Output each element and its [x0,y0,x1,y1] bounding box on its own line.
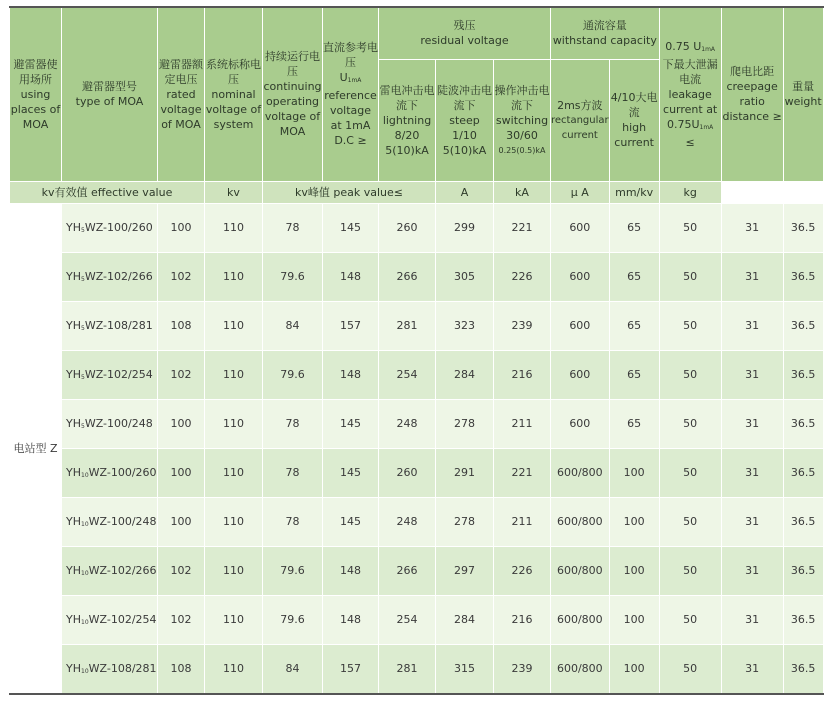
model-subscript: 5 [81,227,85,234]
rated-cell: 108 [158,301,205,350]
dc-cell: 157 [323,644,379,694]
header-withstand-cn: 通流容量 [582,19,627,33]
rect-cell: 600 [551,203,610,252]
rect-cell: 600/800 [551,644,610,694]
cont-cell: 79.6 [263,595,323,644]
spec-table-container [9,6,824,695]
model-cell: $YH_{10}WZ-100/260$ [62,448,158,497]
rect-cell: 600 [551,399,610,448]
header-system-en: nominal voltage of system [205,87,262,131]
model-subscript: 5 [81,374,85,381]
rated-cell: 102 [158,595,205,644]
header-system [205,7,263,181]
high-cell: 65 [609,350,659,399]
dc-cell: 148 [323,350,379,399]
system-cell: 110 [205,546,263,595]
steep-cell: 284 [436,350,494,399]
header-leak-en-wrap [660,87,721,135]
lightning-cell: 254 [379,350,436,399]
leak-cell: 50 [659,203,721,252]
model-cell: $YH_{10}WZ-102/266$ [62,546,158,595]
system-cell: 110 [205,252,263,301]
weight-cell: 36.5 [783,448,823,497]
lightning-cell: 260 [379,448,436,497]
creep-cell: 31 [721,203,783,252]
header-dc-sub: 1mA [347,77,362,85]
switching-cell: 221 [494,203,551,252]
system-cell: 110 [205,350,263,399]
creep-cell: 31 [721,595,783,644]
weight-cell: 36.5 [783,546,823,595]
creep-cell: 31 [721,301,783,350]
dc-cell: 157 [323,301,379,350]
model-subscript: 5 [81,423,85,430]
rated-cell: 100 [158,203,205,252]
steep-cell: 284 [436,595,494,644]
header-cont-cn: 持续运行电压 [265,50,320,79]
header-weight-cn: 重量 [792,80,815,94]
header-leak-top-sub: 1mA [701,45,716,53]
switching-cell: 239 [494,644,551,694]
lightning-cell: 254 [379,595,436,644]
model-cell: $YH_5WZ-100/260$ [62,203,158,252]
model-subscript: 10 [81,619,89,626]
leak-cell: 50 [659,644,721,694]
cont-cell: 78 [263,399,323,448]
model-cell: $YH_{10}WZ-100/248$ [62,497,158,546]
header-dc-en: reference voltage at 1mA D.C ≥ [324,89,377,148]
header-dc-cn: 直流参考电压 [323,41,378,70]
system-cell: 110 [205,301,263,350]
model-subscript: 10 [81,570,89,577]
header-residual-en: residual voltage [420,34,509,48]
unit-ka: kA [494,181,551,203]
rated-cell: 100 [158,497,205,546]
header-leak-ge: ≤ [685,135,695,149]
switching-cell: 221 [494,448,551,497]
header-rated-en: rated voltage of MOA [160,87,202,131]
unit-kv: kv [205,181,263,203]
switching-cell: 226 [494,252,551,301]
system-cell: 110 [205,399,263,448]
table-row [10,497,824,546]
switching-cell: 239 [494,301,551,350]
switching-cell: 211 [494,497,551,546]
header-creep-cn: 爬电比距 [730,65,775,79]
steep-cell: 278 [436,399,494,448]
dc-cell: 145 [323,497,379,546]
lightning-cell: 266 [379,546,436,595]
dc-cell: 145 [323,399,379,448]
moa-spec-table [9,6,824,695]
header-switching [494,59,551,181]
header-place-en: using places of MOA [10,87,61,131]
model-cell: $YH_5WZ-100/248$ [62,399,158,448]
switching-cell: 226 [494,546,551,595]
header-model-en: type of MOA [75,95,144,109]
header-continuing [263,7,323,181]
table-row [10,203,824,252]
system-cell: 110 [205,203,263,252]
units-row [10,181,824,203]
header-leak-en-sub: 1mA [699,123,714,131]
header-switching-en: switching 30/60 [495,113,549,142]
header-switching-en2: 0.25(0.5)kA [498,145,546,155]
creep-cell: 31 [721,644,783,694]
steep-cell: 315 [436,644,494,694]
model-cell: $YH_{10}WZ-102/254$ [62,595,158,644]
header-leak-cn: 下最大泄漏电流 [662,57,718,86]
header-lightning [379,59,436,181]
header-leak-top [660,39,721,57]
header-system-cn: 系统标称电压 [206,57,261,86]
cont-cell: 84 [263,301,323,350]
header-rated [158,7,205,181]
system-cell: 110 [205,595,263,644]
switching-cell: 216 [494,350,551,399]
header-high-en: high current [614,121,654,149]
table-row [10,448,824,497]
cont-cell: 79.6 [263,546,323,595]
header-withstand [551,7,660,59]
rect-cell: 600 [551,350,610,399]
header-creepage [721,7,783,181]
weight-cell: 36.5 [783,301,823,350]
leak-cell: 50 [659,497,721,546]
table-row [10,595,824,644]
lightning-cell: 260 [379,203,436,252]
model-cell: $YH_5WZ-108/281$ [62,301,158,350]
cont-cell: 84 [263,644,323,694]
header-creep-en: creepage ratio distance ≥ [722,80,782,124]
cont-cell: 78 [263,203,323,252]
steep-cell: 299 [436,203,494,252]
steep-cell: 291 [436,448,494,497]
header-dc-symbol [323,70,378,88]
table-body [10,203,824,694]
creep-cell: 31 [721,497,783,546]
switching-cell: 216 [494,595,551,644]
system-cell: 110 [205,644,263,694]
weight-cell: 36.5 [783,644,823,694]
cont-cell: 78 [263,448,323,497]
cont-cell: 78 [263,497,323,546]
header-leak-en: leakage current at 0.75U [663,87,718,131]
lightning-cell: 266 [379,252,436,301]
unit-a: A [436,181,494,203]
leak-cell: 50 [659,301,721,350]
dc-cell: 145 [323,448,379,497]
system-cell: 110 [205,497,263,546]
creep-cell: 31 [721,350,783,399]
cont-cell: 79.6 [263,350,323,399]
high-cell: 65 [609,252,659,301]
leak-cell: 50 [659,350,721,399]
creep-cell: 31 [721,546,783,595]
header-switching-cn: 操作冲击电流下 [494,83,550,112]
high-cell: 100 [609,546,659,595]
header-place [10,7,62,181]
weight-cell: 36.5 [783,497,823,546]
weight-cell: 36.5 [783,595,823,644]
header-dc-sym: U [339,71,348,85]
weight-cell: 36.5 [783,399,823,448]
unit-kg: kg [659,181,721,203]
model-cell: $YH_{10}WZ-108/281$ [62,644,158,694]
high-cell: 65 [609,301,659,350]
rect-cell: 600 [551,252,610,301]
table-row [10,301,824,350]
header-steep [436,59,494,181]
header-dc-reference [323,7,379,181]
header-rect-cn: 2ms方波 [557,98,603,112]
steep-cell: 305 [436,252,494,301]
leak-cell: 50 [659,399,721,448]
dc-cell: 145 [323,203,379,252]
unit-mmkv: mm/kv [609,181,659,203]
creep-cell: 31 [721,252,783,301]
header-residual [379,7,551,59]
header-cont-en: continuing operating voltage of MOA [263,80,322,139]
creep-cell: 31 [721,399,783,448]
rect-cell: 600/800 [551,497,610,546]
header-residual-cn: 残压 [453,19,476,33]
lightning-cell: 248 [379,399,436,448]
header-place-cn: 避雷器使用场所 [13,57,58,86]
model-subscript: 10 [81,668,89,675]
rect-cell: 600 [551,301,610,350]
model-subscript: 10 [81,472,89,479]
system-cell: 110 [205,448,263,497]
leak-cell: 50 [659,448,721,497]
rated-cell: 102 [158,546,205,595]
high-cell: 100 [609,595,659,644]
switching-cell: 211 [494,399,551,448]
header-weight-en: weight [784,95,822,109]
leak-cell: 50 [659,595,721,644]
cont-cell: 79.6 [263,252,323,301]
header-model [62,7,158,181]
high-cell: 65 [609,399,659,448]
high-cell: 100 [609,497,659,546]
header-steep-cn: 陡波冲击电流下 [437,83,492,112]
header-high-cn: 4/10大电流 [610,91,658,119]
leak-cell: 50 [659,252,721,301]
high-cell: 65 [609,203,659,252]
header-model-cn: 避雷器型号 [82,80,137,94]
header-leak-top-text: 0.75 U [665,39,702,53]
dc-cell: 148 [323,595,379,644]
steep-cell: 297 [436,546,494,595]
weight-cell: 36.5 [783,203,823,252]
header-leakage [659,7,721,181]
rect-cell: 600/800 [551,546,610,595]
rect-cell: 600/800 [551,595,610,644]
table-row [10,546,824,595]
unit-ua: μ A [551,181,610,203]
dc-cell: 148 [323,252,379,301]
header-withstand-en: withstand capacity [552,34,657,48]
header-rect-en: rectangular current [551,114,609,141]
header-lightning-en: lightning 8/20 5(10)kA [382,113,432,157]
table-row [10,350,824,399]
table-row [10,252,824,301]
header-lightning-cn: 雷电冲击电流下 [379,83,435,112]
rated-cell: 100 [158,399,205,448]
model-cell: $YH_5WZ-102/254$ [62,350,158,399]
table-row [10,399,824,448]
unit-effective: kv有效值 effective value [10,181,205,203]
model-subscript: 5 [81,276,85,283]
high-cell: 100 [609,644,659,694]
table-header [10,7,824,203]
dc-cell: 148 [323,546,379,595]
rated-cell: 102 [158,350,205,399]
rated-cell: 100 [158,448,205,497]
creep-cell: 31 [721,448,783,497]
high-cell: 100 [609,448,659,497]
weight-cell: 36.5 [783,350,823,399]
steep-cell: 323 [436,301,494,350]
steep-cell: 278 [436,497,494,546]
model-subscript: 10 [81,521,89,528]
rated-cell: 102 [158,252,205,301]
header-high-current [609,59,659,181]
weight-cell: 36.5 [783,252,823,301]
model-cell: $YH_5WZ-102/266$ [62,252,158,301]
table-row [10,644,824,694]
header-steep-en: steep 1/10 5(10)kA [442,113,487,157]
model-subscript: 5 [81,325,85,332]
header-weight [783,7,823,181]
rated-cell: 108 [158,644,205,694]
leak-cell: 50 [659,546,721,595]
header-rectangular [551,59,610,181]
place-cell: 电站型 Z [10,203,62,694]
lightning-cell: 281 [379,644,436,694]
lightning-cell: 281 [379,301,436,350]
unit-peak: kv峰值 peak value≤ [263,181,436,203]
rect-cell: 600/800 [551,448,610,497]
header-rated-cn: 避雷器额定电压 [159,57,203,86]
lightning-cell: 248 [379,497,436,546]
